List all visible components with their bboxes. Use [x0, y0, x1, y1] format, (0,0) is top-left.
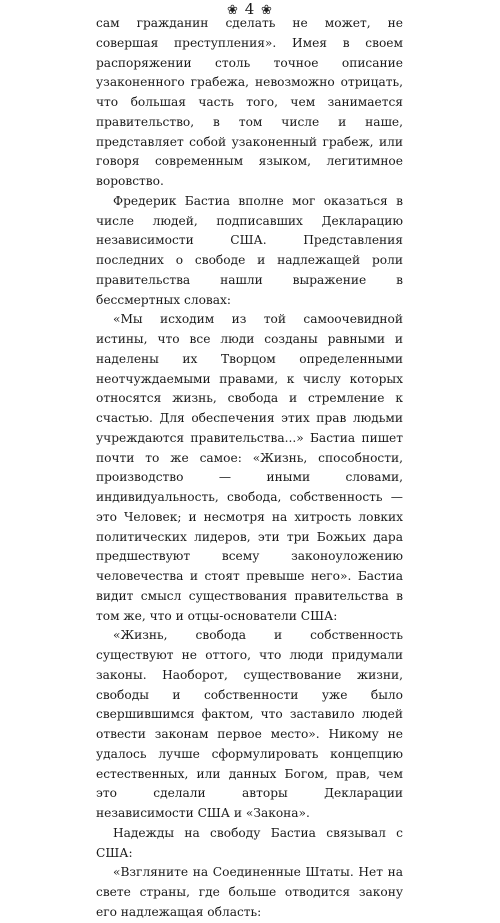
paragraph-2: Фредерик Бастиа вполне мог оказаться в числе людей, подписавших Декларацию независимости США. Представления последних о свободе и надлежащей роли правительства нашли выражение в бессмертных словах:: [96, 193, 403, 307]
left-ornament-icon: ❀: [227, 3, 239, 18]
paragraph-4: «Жизнь, свобода и собственность существуют не оттого, что люди придумали законы. Наоборот, существование жизни, свободы и собственности уже было свершившимся фактом, что заставило людей отвести законам первое место». Никому не удалось лучше сформулировать концепцию естественных, или данных Богом, прав, чем это сделали авторы Декларации независимости США и «Закона».: [96, 628, 403, 820]
paragraph-3: «Мы исходим из той самоочевидной истины, что все люди созданы равными и наделены их Творцом определенными неотчуждаемыми правами, к числу которых относятся жизнь, свобода и стремление к счастью. Для обеспечения этих прав людьми учреждаются правительства...» Бастиа пишет почти то же самое: «Жизнь, способности, производство — иными словами, индивидуальность, свобода, собственность — это Человек; и несмотря на хитрость ловких политических лидеров, эти три Божьих дара предшествуют всему законоуложению человечества и стоят превыше него». Бастиа видит смысл существования правительства в том же, что и отцы-основатели США:: [96, 312, 403, 623]
paragraph-5: Надежды на свободу Бастиа связывал с США:: [96, 825, 403, 860]
paragraph-1: сам гражданин сделать не может, не совершая преступления». Имея в своем распоряжении столь точное описание узаконенного грабежа, невозможно отрицать, что большая часть того, чем занимается правительство, в том числе и наше, представляет собой узаконенный грабеж, или говоря современным языком, легитимное воровство.: [96, 16, 403, 188]
body-text: [96, 14, 403, 923]
paragraph-6: «Взгляните на Соединенные Штаты. Нет на свете страны, где больше отводится закону его надлежащая область:: [96, 865, 403, 919]
right-ornament-icon: ❀: [261, 3, 273, 18]
page-number: 4: [244, 0, 256, 18]
